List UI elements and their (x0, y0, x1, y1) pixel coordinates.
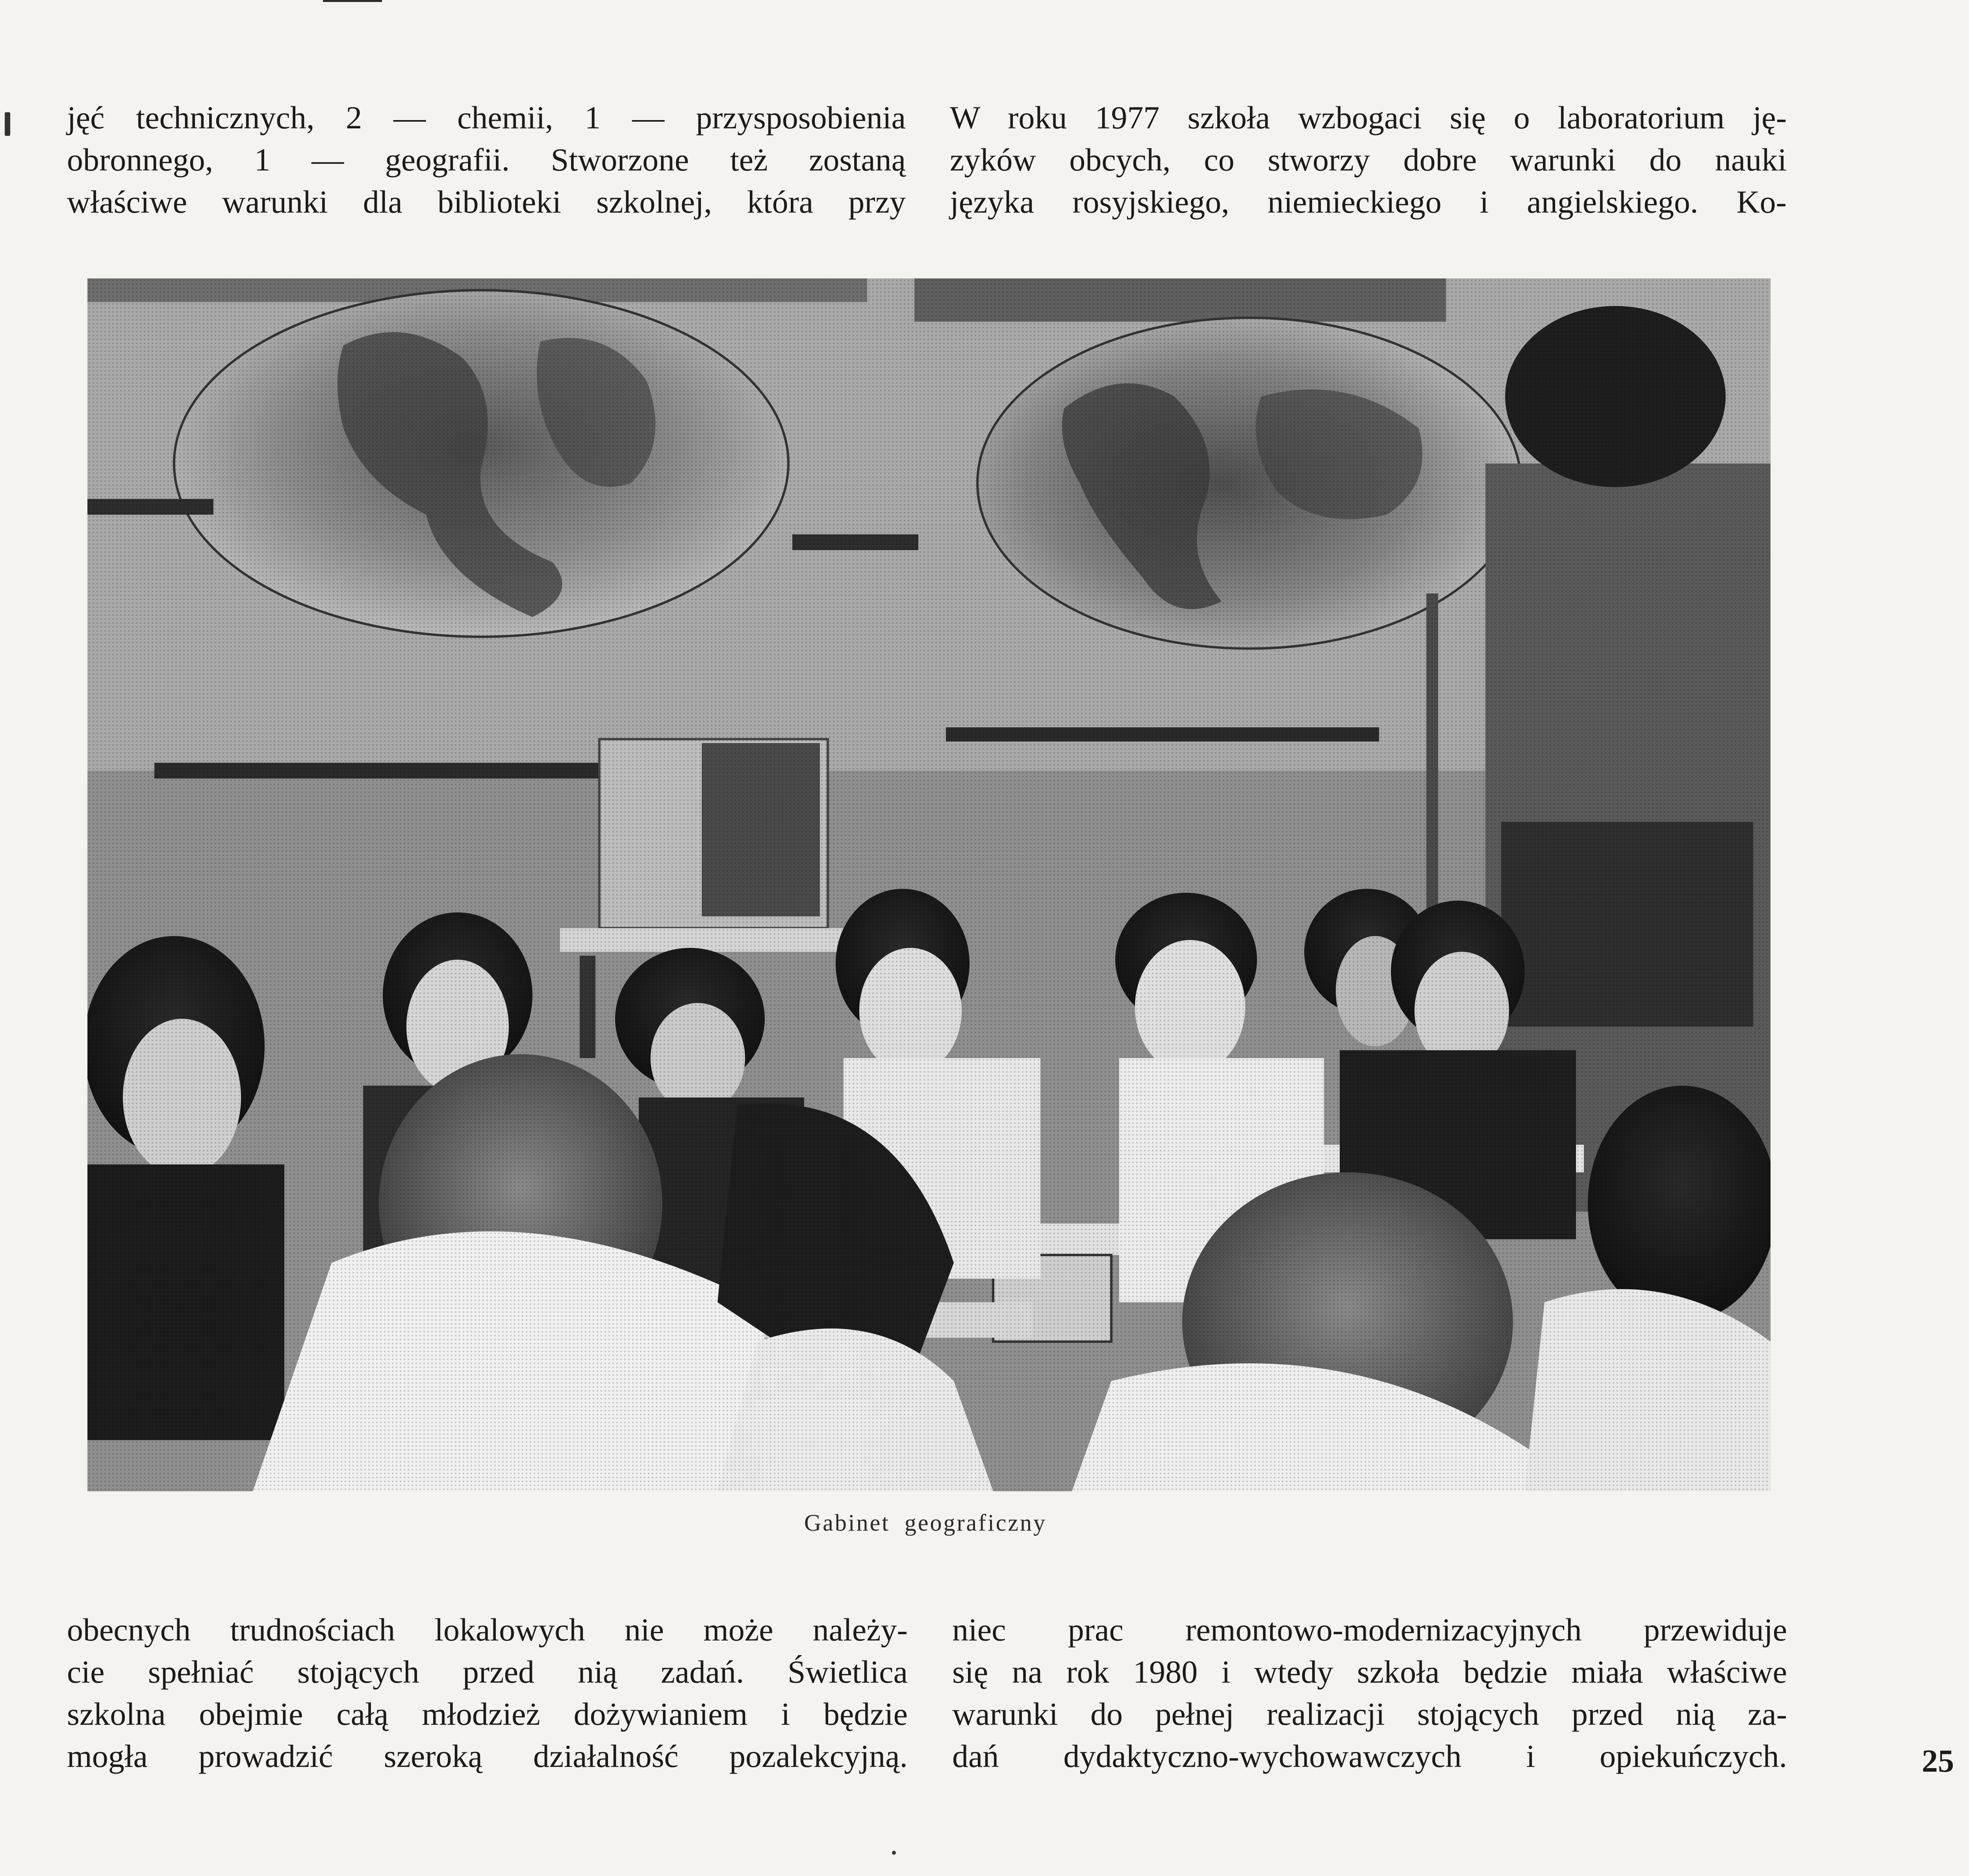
text-line: niec prac remontowo-modernizacyjnych przewiduje (952, 1612, 1787, 1648)
scan-speck (5, 112, 10, 136)
text-line: dań dydaktyczno-wychowawczych i opiekuńczych. (952, 1738, 1787, 1774)
text-column-top-right (950, 96, 1787, 223)
text-line: warunki do pełnej realizacji stojących przed nią za- (952, 1696, 1787, 1732)
text-line: jęć technicznych, 2 — chemii, 1 — przysposobienia (67, 100, 906, 135)
text-line: mogła prowadzić szeroką działalność pozalekcyjną. (67, 1738, 908, 1774)
scan-speck (892, 1851, 896, 1855)
scan-edge (323, 0, 382, 2)
text-line: cie spełniać stojących przed nią zadań. Świetlica (67, 1654, 908, 1690)
text-column-bottom-right (952, 1609, 1787, 1777)
text-line: obronnego, 1 — geografii. Stworzone też zostaną (67, 142, 906, 178)
text-line: W roku 1977 szkoła wzbogaci się o laboratorium ję- (950, 100, 1787, 135)
text-column-bottom-left (67, 1609, 908, 1777)
photo-caption: Gabinet geograficzny (804, 1510, 1047, 1536)
page-number: 25 (1922, 1743, 1954, 1779)
text-line: zyków obcych, co stworzy dobre warunki do nauki (950, 142, 1787, 178)
classroom-photo (87, 278, 1771, 1491)
text-line: obecnych trudnościach lokalowych nie może należy- (67, 1612, 908, 1648)
text-line: szkolna obejmie całą młodzież dożywianiem i będzie (67, 1696, 908, 1732)
text-line: języka rosyjskiego, niemieckiego i angielskiego. Ko- (950, 184, 1787, 220)
text-line: się na rok 1980 i wtedy szkoła będzie miała właściwe (952, 1654, 1787, 1690)
text-line: właściwe warunki dla biblioteki szkolnej, która przy (67, 184, 906, 220)
text-column-top-left (67, 96, 906, 223)
